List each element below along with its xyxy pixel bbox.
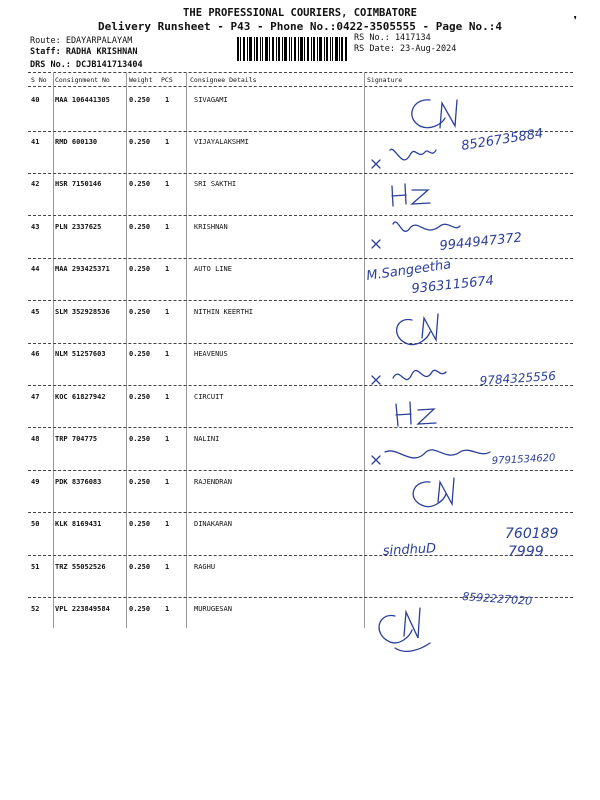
- row-consignment-no: RMD 600130: [55, 138, 98, 146]
- handwritten-name: sindhuD: [382, 541, 437, 559]
- handwritten-phone: 8526735884: [460, 126, 545, 154]
- row-sno: 48: [31, 435, 40, 443]
- row-sno: 40: [31, 96, 40, 104]
- row-pcs: 1: [165, 520, 170, 528]
- handwritten-code: 760189: [505, 526, 559, 542]
- rs-date: RS Date: 23-Aug-2024: [354, 44, 457, 54]
- row-pcs: 1: [165, 180, 170, 188]
- row-pcs: 1: [165, 478, 170, 486]
- row-consignee: SRI SAKTHI: [194, 180, 237, 188]
- staff-label: Staff: RADHA KRISHNAN: [30, 47, 138, 57]
- row-consignment-no: MAA 293425371: [55, 265, 110, 273]
- row-consignee: DINAKARAN: [194, 520, 232, 528]
- row-weight: 0.250: [129, 265, 151, 273]
- col-consignment-no: Consignment No: [55, 76, 110, 84]
- row-weight: 0.250: [129, 96, 151, 104]
- handwritten-phone: 8592227020: [461, 590, 533, 608]
- row-consignee: AUTO LINE: [194, 265, 232, 273]
- row-consignee: MURUGESAN: [194, 605, 232, 613]
- handwritten-phone: 9791534620: [491, 452, 556, 467]
- row-sno: 41: [31, 138, 40, 146]
- col-consignee-details: Consignee Details: [190, 76, 257, 84]
- handwritten-number: 7999: [508, 544, 544, 560]
- row-consignee: SIVAGAMI: [194, 96, 228, 104]
- row-weight: 0.250: [129, 605, 151, 613]
- row-consignee: HEAVENUS: [194, 350, 228, 358]
- row-consignee: CIRCUIT: [194, 393, 224, 401]
- row-sno: 51: [31, 563, 40, 571]
- row-consignee: VIJAYALAKSHMI: [194, 138, 249, 146]
- company-name: THE PROFESSIONAL COURIERS, COIMBATORE: [183, 7, 417, 19]
- row-weight: 0.250: [129, 350, 151, 358]
- row-weight: 0.250: [129, 180, 151, 188]
- row-consignee: NITHIN KEERTHI: [194, 308, 254, 316]
- row-consignment-no: PDK 8376083: [55, 478, 102, 486]
- col-weight: Weight: [129, 76, 153, 84]
- row-sno: 44: [31, 265, 40, 273]
- row-pcs: 1: [165, 308, 170, 316]
- row-pcs: 1: [165, 350, 170, 358]
- row-weight: 0.250: [129, 393, 151, 401]
- row-consignee: KRISHNAN: [194, 223, 228, 231]
- row-pcs: 1: [165, 563, 170, 571]
- row-consignment-no: MAA 106441305: [55, 96, 110, 104]
- row-sno: 52: [31, 605, 40, 613]
- row-sno: 47: [31, 393, 40, 401]
- row-sno: 45: [31, 308, 40, 316]
- rs-number: RS No.: 1417134: [354, 33, 431, 43]
- row-weight: 0.250: [129, 223, 151, 231]
- row-consignment-no: SLM 352928536: [55, 308, 110, 316]
- row-weight: 0.250: [129, 435, 151, 443]
- route-label: Route: EDAYARPALAYAM: [30, 36, 133, 46]
- row-consignee: RAJENDRAN: [194, 478, 232, 486]
- row-consignment-no: KOC 61827942: [55, 393, 106, 401]
- row-weight: 0.250: [129, 478, 151, 486]
- corner-mark: ❜: [571, 14, 580, 30]
- row-pcs: 1: [165, 605, 170, 613]
- row-consignment-no: HSR 7150146: [55, 180, 102, 188]
- handwritten-phone: 9363115674: [410, 273, 495, 297]
- row-sno: 50: [31, 520, 40, 528]
- row-weight: 0.250: [129, 520, 151, 528]
- row-weight: 0.250: [129, 308, 151, 316]
- col-sno: S No: [31, 76, 47, 84]
- row-consignment-no: TRZ 55052526: [55, 563, 106, 571]
- row-consignee: NALINI: [194, 435, 220, 443]
- row-pcs: 1: [165, 265, 170, 273]
- row-consignment-no: TRP 704775: [55, 435, 98, 443]
- row-sno: 49: [31, 478, 40, 486]
- handwritten-name: M.Sangeetha: [365, 257, 453, 284]
- col-signature: Signature: [367, 76, 403, 84]
- row-consignment-no: KLK 8169431: [55, 520, 102, 528]
- runsheet-title: Delivery Runsheet - P43 - Phone No.:0422-3505555 - Page No.:4: [98, 20, 502, 33]
- row-sno: 43: [31, 223, 40, 231]
- row-pcs: 1: [165, 393, 170, 401]
- row-sno: 42: [31, 180, 40, 188]
- row-sno: 46: [31, 350, 40, 358]
- row-weight: 0.250: [129, 563, 151, 571]
- row-consignment-no: NLM 51257603: [55, 350, 106, 358]
- row-pcs: 1: [165, 223, 170, 231]
- handwritten-phone: 9944947372: [438, 230, 523, 254]
- row-consignee: RAGHU: [194, 563, 216, 571]
- handwritten-phone: 9784325556: [479, 368, 557, 388]
- row-consignment-no: VPL 223849584: [55, 605, 110, 613]
- col-pcs: PCS: [161, 76, 173, 84]
- row-weight: 0.250: [129, 138, 151, 146]
- drs-number: DRS No.: DCJB141713404: [30, 60, 143, 70]
- row-pcs: 1: [165, 435, 170, 443]
- row-consignment-no: PLN 2337625: [55, 223, 102, 231]
- row-pcs: 1: [165, 138, 170, 146]
- row-pcs: 1: [165, 96, 170, 104]
